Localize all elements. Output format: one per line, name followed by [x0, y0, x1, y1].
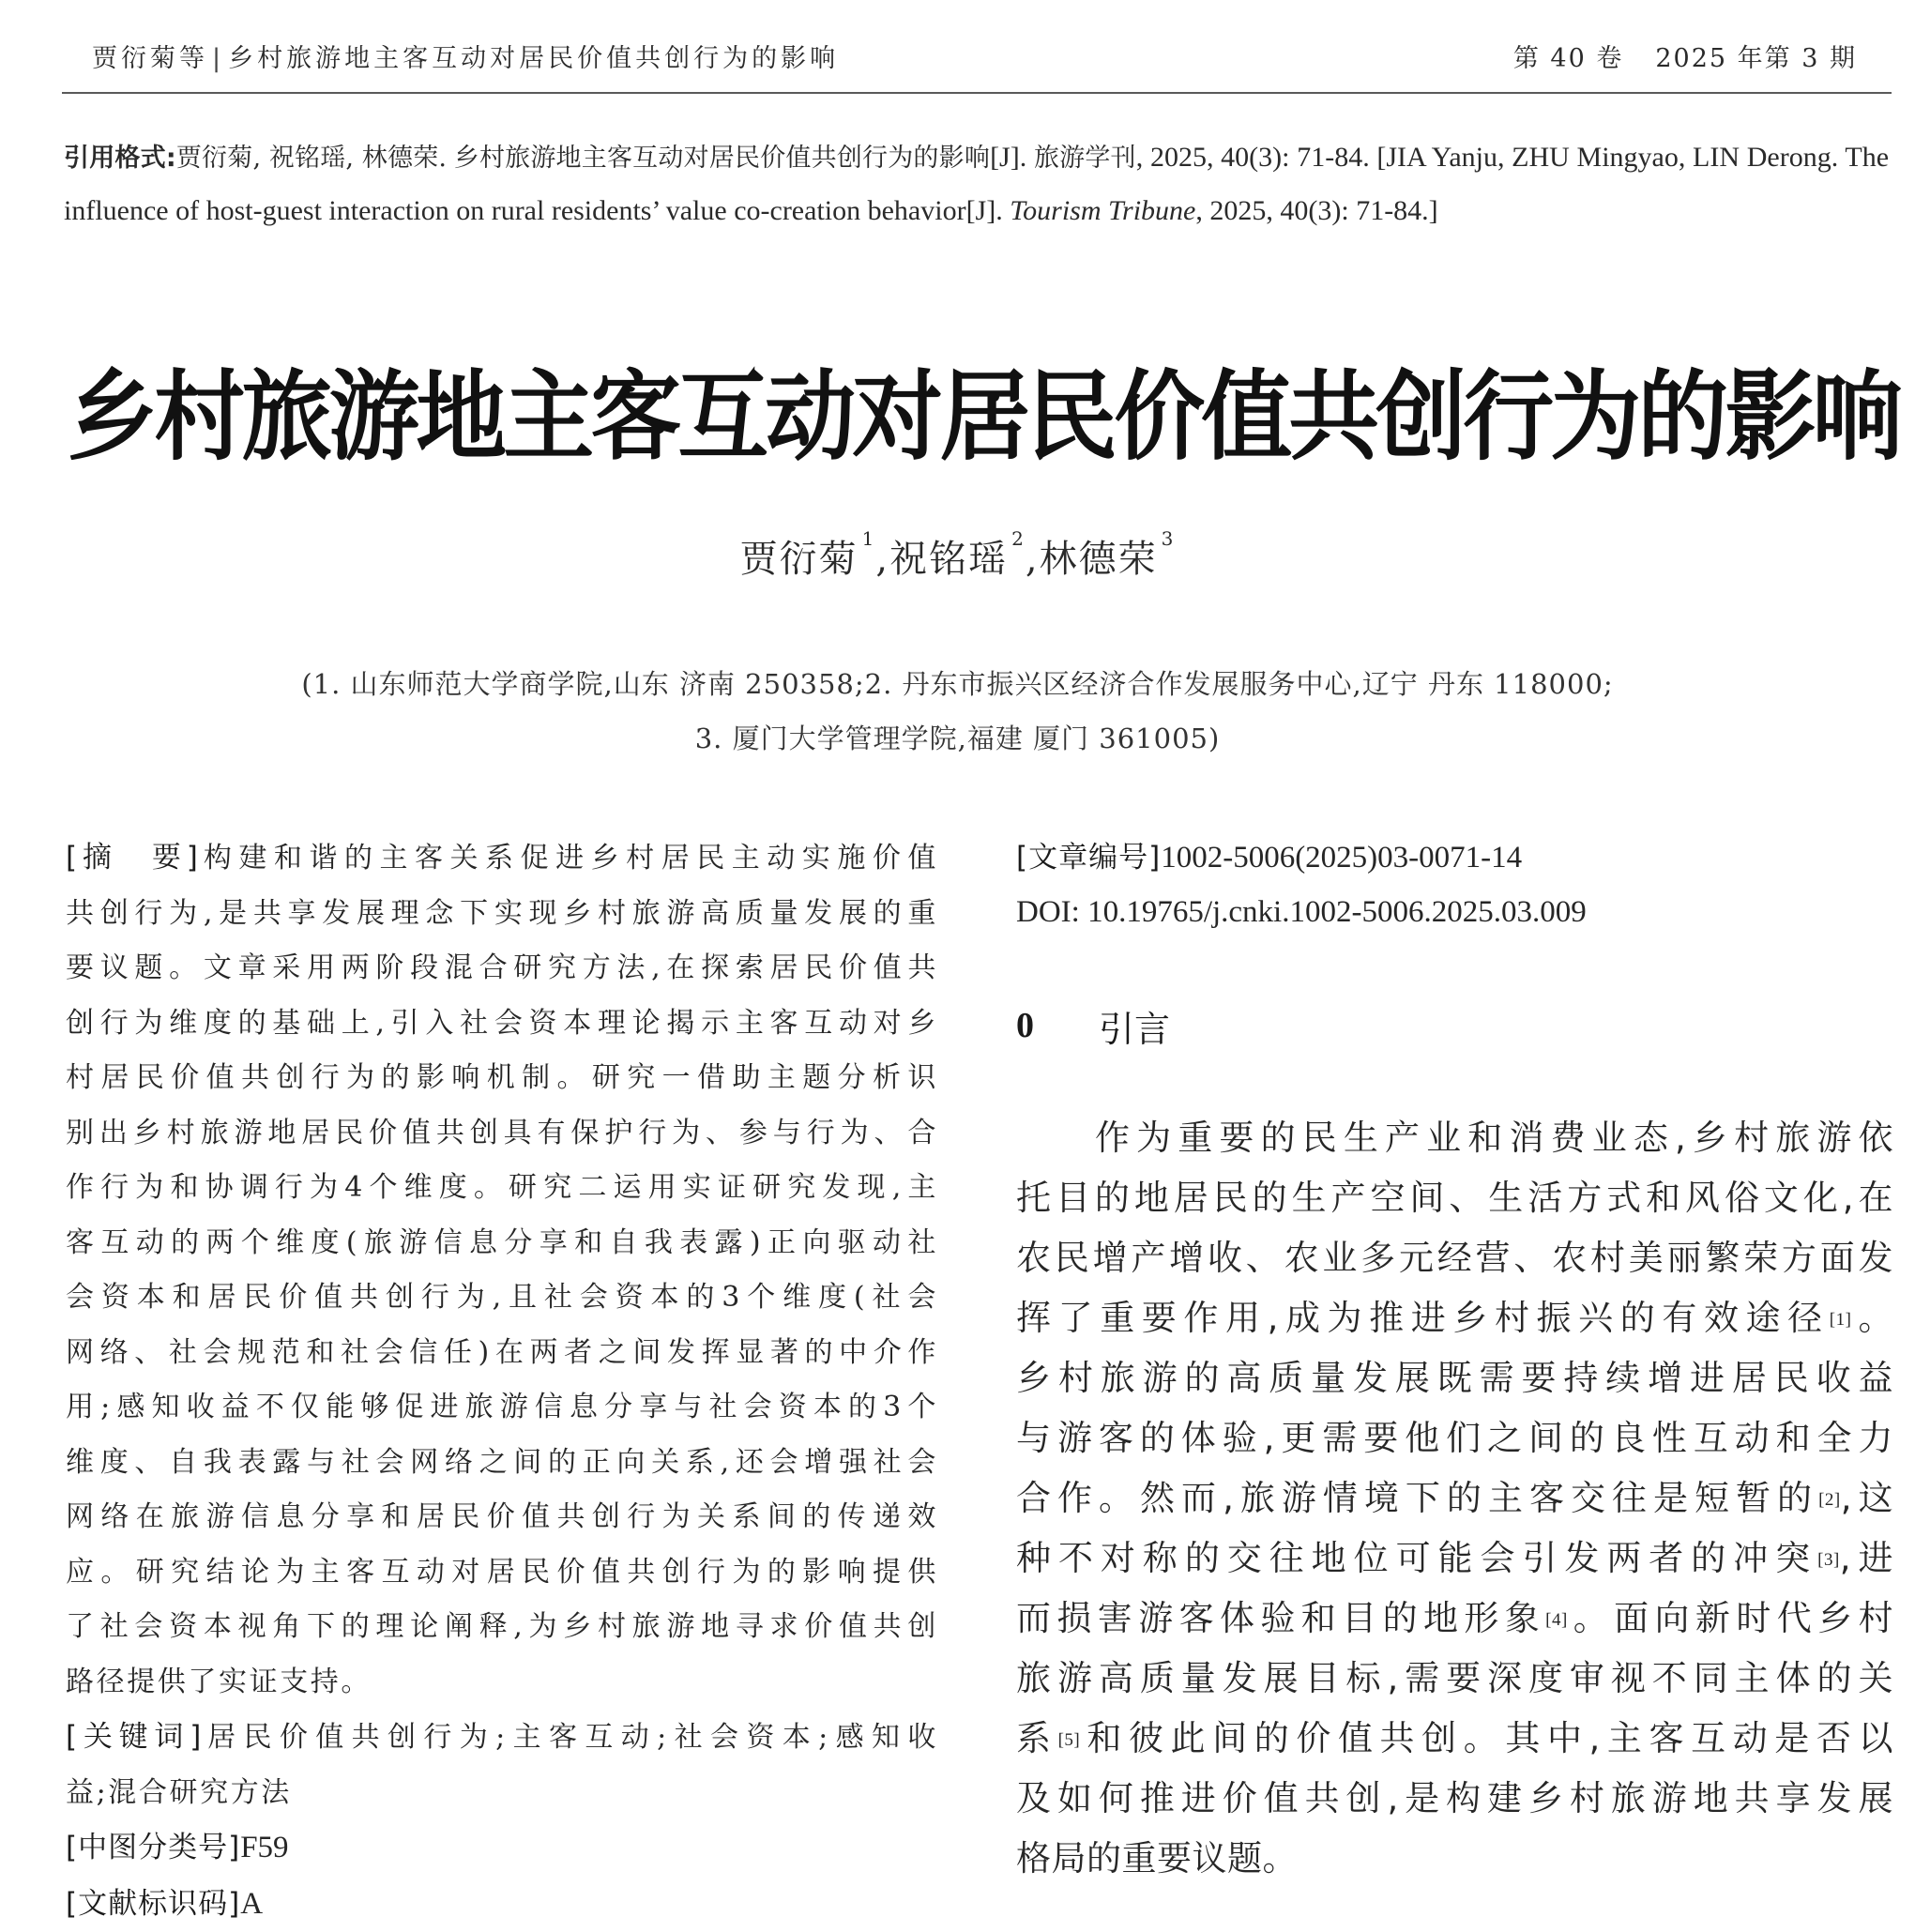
- document-code: [66, 1877, 938, 1932]
- paragraph-text: 合作。然而,旅游情境下的主客交往是短暂的: [1016, 1478, 1818, 1518]
- author-name: 林德荣: [1040, 538, 1158, 581]
- abstract-line: [66, 1270, 938, 1326]
- paragraph-text: 乡村旅游的高质量发展既需要持续增进居民收益: [1016, 1358, 1893, 1398]
- citation-en-pub: , 2025, 40(3): 71-84.]: [1195, 195, 1437, 226]
- keywords-line: [66, 1710, 938, 1766]
- citation-cn-title: 乡村旅游地主客互动对居民价值共创行为的影响: [454, 144, 990, 173]
- doi: [1016, 885, 1893, 939]
- abstract-text: 作行为和协调行为4个维度。研究二运用实证研究发现,主: [66, 1171, 938, 1204]
- author-separator: ,: [1026, 538, 1040, 581]
- affiliations: [0, 657, 1915, 766]
- paragraph-text: 旅游高质量发展目标,需要深度审视不同主体的关: [1016, 1658, 1893, 1698]
- keywords: [66, 1710, 938, 1820]
- running-separator: |: [212, 44, 224, 73]
- abstract: [66, 830, 938, 1710]
- paragraph-line: [1016, 1529, 1893, 1589]
- abstract-text: 别出乡村旅游地居民价值共创具有保护行为、参与行为、合: [66, 1117, 938, 1149]
- citation-label: 引用格式:: [64, 144, 176, 173]
- paragraph-text: 。面向新时代乡村: [1568, 1598, 1893, 1638]
- citation-ref: [4]: [1545, 1610, 1568, 1630]
- paragraph-line: [1016, 1228, 1893, 1288]
- paragraph-text: 与游客的体验,更需要他们之间的良性互动和全力: [1016, 1418, 1893, 1458]
- abstract-line: [66, 887, 938, 942]
- citation-cn-authors: 贾衍菊, 祝铭瑶, 林德荣.: [176, 144, 447, 173]
- abstract-text: 共创行为,是共享发展理念下实现乡村旅游高质量发展的重: [66, 897, 938, 930]
- paragraph-text: 托目的地居民的生产空间、生活方式和风俗文化,在: [1016, 1178, 1893, 1218]
- paragraph-text: 农民增产增收、农业多元经营、农村美丽繁荣方面发: [1016, 1238, 1893, 1278]
- header-rule: [62, 92, 1892, 94]
- body-column: [1016, 830, 1893, 1889]
- clc-number: [66, 1820, 938, 1877]
- paragraph-line: [1016, 1288, 1893, 1348]
- clc-value: F59: [240, 1831, 288, 1864]
- abstract-line: [66, 1600, 938, 1655]
- paragraph-text: 而损害游客体验和目的地形象: [1016, 1598, 1545, 1638]
- keywords-line: [66, 1766, 938, 1821]
- issue-info: [1513, 38, 1857, 74]
- abstract-text: 了社会资本视角下的理论阐释,为乡村旅游地寻求价值共创: [66, 1610, 938, 1643]
- paragraph-text: 格局的重要议题。: [1016, 1838, 1298, 1879]
- abstract-line: [66, 1436, 938, 1491]
- abstract-text: 会资本和居民价值共创行为,且社会资本的3个维度(社会: [66, 1281, 938, 1314]
- document-code-label: [文献标识码]: [66, 1887, 240, 1921]
- affiliation-line: (1. 山东师范大学商学院,山东 济南 250358;2. 丹东市振兴区经济合作发展服务中心,辽宁 丹东 118000;: [0, 657, 1915, 711]
- author-separator: ,: [875, 538, 889, 581]
- paragraph-line: [1016, 1108, 1893, 1168]
- abstract-line: [66, 1161, 938, 1216]
- abstract-column: [66, 830, 938, 1932]
- paragraph-text: 及如何推进价值共创,是构建乡村旅游地共享发展: [1016, 1778, 1893, 1818]
- paragraph-text: 和彼此间的价值共创。其中,主客互动是否以: [1080, 1718, 1893, 1758]
- abstract-text: 创行为维度的基础上,引入社会资本理论揭示主客互动对乡: [66, 1007, 938, 1040]
- clc-label: [中图分类号]: [66, 1831, 240, 1864]
- paragraph-line: [1016, 1649, 1893, 1709]
- paragraph-text: ,进: [1840, 1538, 1893, 1578]
- paragraph-text: 种不对称的交往地位可能会引发两者的冲突: [1016, 1538, 1817, 1578]
- abstract-line: [66, 941, 938, 996]
- paragraph-line: [1016, 1348, 1893, 1408]
- running-title: 乡村旅游地主客互动对居民价值共创行为的影响: [228, 44, 839, 73]
- abstract-text: 网络在旅游信息分享和居民价值共创行为关系间的传递效: [66, 1500, 938, 1533]
- abstract-text: 网络、社会规范和社会信任)在两者之间发挥显著的中介作: [66, 1336, 938, 1369]
- author-affil-mark: 1: [862, 527, 876, 550]
- citation-cn-journal: 旅游学刊: [1034, 144, 1136, 173]
- abstract-line: [66, 830, 938, 887]
- paragraph-text: 。: [1851, 1298, 1893, 1338]
- abstract-line: [66, 1490, 938, 1545]
- paragraph-text: 作为重要的民生产业和消费业态,乡村旅游依: [1095, 1118, 1893, 1158]
- abstract-line: [66, 1380, 938, 1436]
- document-code-value: A: [240, 1887, 263, 1921]
- abstract-line: [66, 1216, 938, 1271]
- volume-label: 第 40 卷: [1513, 44, 1624, 73]
- abstract-text: 应。研究结论为主客互动对居民价值共创行为的影响提供: [66, 1556, 938, 1589]
- abstract-line: [66, 1106, 938, 1162]
- paragraph-line: [1016, 1589, 1893, 1649]
- author-affil-mark: 3: [1162, 527, 1176, 550]
- paragraph-line: [1016, 1829, 1893, 1889]
- article-number-label: [文章编号]: [1016, 841, 1161, 875]
- citation-ref: [2]: [1818, 1490, 1841, 1510]
- paragraph-line: [1016, 1769, 1893, 1829]
- paragraph-text: ,这: [1841, 1478, 1893, 1518]
- keywords-text: 益;混合研究方法: [66, 1776, 292, 1809]
- author-name: 贾衍菊: [740, 538, 859, 581]
- paragraph-line: [1016, 1408, 1893, 1468]
- author-affil-mark: 2: [1011, 527, 1026, 550]
- citation-ref: [1]: [1830, 1310, 1852, 1330]
- abstract-text: 构建和谐的主客关系促进乡村居民主动实施价值: [199, 842, 938, 875]
- abstract-text: 客互动的两个维度(旅游信息分享和自我表露)正向驱动社: [66, 1226, 938, 1259]
- paragraph-line: [1016, 1468, 1893, 1529]
- running-authors: 贾衍菊等: [92, 44, 208, 73]
- abstract-line: [66, 1051, 938, 1106]
- abstract-text: 要议题。文章采用两阶段混合研究方法,在探索居民价值共: [66, 951, 938, 984]
- citation-cn-pub: , 2025, 40(3): 71-84. [JIA Yanju, ZHU Mingyao, LIN Derong. The influence of host-guest interaction on rural residents’ value co-creation behavior[J].: [64, 142, 1889, 226]
- section-body: [1016, 1108, 1893, 1889]
- citation-ref: [3]: [1817, 1550, 1840, 1570]
- abstract-text: 维度、自我表露与社会网络之间的正向关系,还会增强社会: [66, 1446, 938, 1479]
- abstract-line: [66, 1326, 938, 1381]
- section-heading: [1016, 997, 1893, 1054]
- paragraph-line: [1016, 1168, 1893, 1228]
- abstract-line: [66, 1545, 938, 1601]
- doi-label: DOI:: [1016, 895, 1080, 929]
- article-number-value: 1002-5006(2025)03-0071-14: [1161, 841, 1522, 875]
- abstract-label: [摘 要]: [66, 841, 199, 875]
- citation-ref: [5]: [1058, 1730, 1081, 1750]
- author-list: [0, 529, 1915, 583]
- abstract-line: [66, 996, 938, 1052]
- paragraph-line: [1016, 1709, 1893, 1769]
- article-title: 乡村旅游地主客互动对居民价值共创行为的影响: [67, 338, 1847, 479]
- paragraph-text: 系: [1016, 1718, 1058, 1758]
- abstract-text: 村居民价值共创行为的影响机制。研究一借助主题分析识: [66, 1061, 938, 1094]
- issue-label: 2025 年第 3 期: [1655, 44, 1857, 73]
- abstract-line: [66, 1655, 938, 1711]
- doi-value: 10.19765/j.cnki.1002-5006.2025.03.009: [1087, 895, 1587, 929]
- paragraph-text: 挥了重要作用,成为推进乡村振兴的有效途径: [1016, 1298, 1830, 1338]
- keywords-label: [关键词]: [66, 1720, 202, 1754]
- keywords-text: 居民价值共创行为;主客互动;社会资本;感知收: [202, 1721, 938, 1754]
- section-title: 引言: [1099, 1000, 1170, 1052]
- affiliation-line: 3. 厦门大学管理学院,福建 厦门 361005): [0, 711, 1915, 766]
- citation-en-journal: Tourism Tribune: [1010, 195, 1195, 226]
- article-number: [1016, 830, 1893, 885]
- abstract-text: 用;感知收益不仅能够促进旅游信息分享与社会资本的3个: [66, 1391, 938, 1423]
- running-header: [92, 38, 839, 74]
- section-number: 0: [1016, 1005, 1099, 1046]
- abstract-text: 路径提供了实证支持。: [66, 1666, 372, 1698]
- author-name: 祝铭瑶: [889, 538, 1008, 581]
- citation-block: [64, 131, 1889, 237]
- citation-cn-type: [J].: [990, 142, 1026, 173]
